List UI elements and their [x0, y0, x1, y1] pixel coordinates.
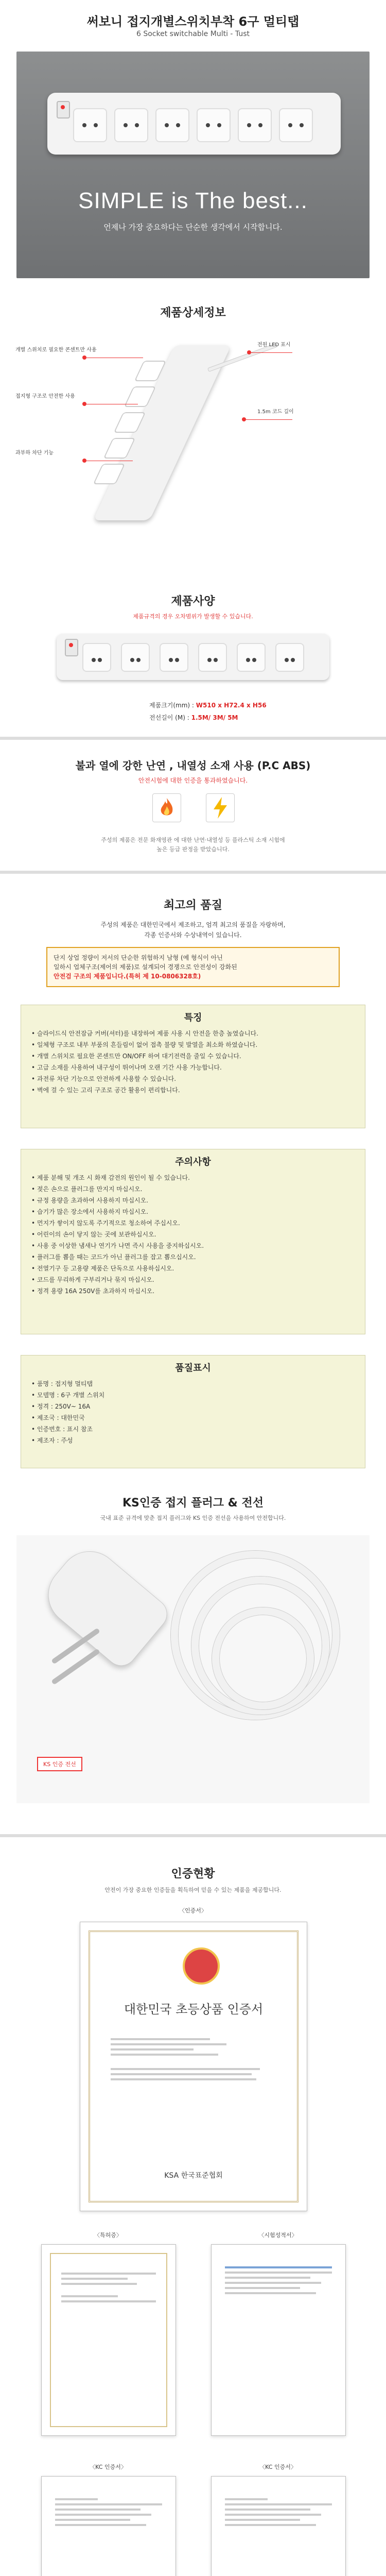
- detail-title: 제품상세정보: [160, 307, 226, 319]
- hero-banner: [16, 52, 370, 278]
- plug-tag: KS 인증 전선: [37, 1757, 82, 1771]
- list-item: • 코드를 무리하게 구부리거나 묶지 마십시오.: [31, 1276, 154, 1283]
- patent-notice: 단지 상업 정량이 저서의 단순한 위험하지 남형 (예 형식이 아닌 일하시 업체구조(제어의 제품)로 설계되어 경쟁으로 안전성이 강화된 안전검 구조의 제품입니다.(특허 제 10-0806328호): [46, 947, 340, 987]
- list-item: • 플러그를 뽑을 때는 코드가 아닌 플러그를 잡고 뽑으십시오.: [31, 1253, 196, 1261]
- certificate-kc: [41, 2476, 176, 2576]
- features-panel: [21, 1005, 365, 1128]
- certificate-main: [80, 1922, 307, 2211]
- outlet: [121, 643, 150, 672]
- power-strip-front-image: [57, 634, 329, 680]
- hero-slogan: SIMPLE is The best...: [78, 188, 308, 213]
- plug-subtitle: 국내 표준 규격에 맞춘 접지 플러그와 KS 인증 전선을 사용하여 안전합니다.: [100, 1515, 286, 1521]
- list-item: • 먼지가 쌓이지 않도록 주기적으로 청소하여 주십시오.: [31, 1219, 180, 1227]
- list-item: • 모델명 : 6구 개별 스위치: [31, 1392, 105, 1399]
- list-item: • 과전류 차단 기능으로 안전하게 사용할 수 있습니다.: [31, 1075, 177, 1082]
- certs-subtitle: 안전이 가장 중요한 인증들을 획득하여 믿을 수 있는 제품을 제공합니다.: [104, 1887, 282, 1893]
- seal-icon: [183, 1947, 220, 1985]
- certificate-org: KSA 한국표준협회: [164, 2172, 223, 2180]
- detail-callout: 개별 스위치로 필요한 콘센트만 사용: [15, 347, 97, 353]
- spec-cable: 전선길이 (M) : 1.5M/ 3M/ 5M: [149, 714, 238, 721]
- certificate-kc: [211, 2476, 346, 2576]
- list-item: • 정격 용량 16A 250V를 초과하지 마십시오.: [31, 1287, 155, 1295]
- plug-title: KS인증 접지 플러그 & 전선: [122, 1497, 264, 1510]
- material-subtitle: 안전시험에 대한 인증을 통과하였습니다.: [138, 777, 248, 784]
- lightning-icon: [206, 793, 235, 822]
- outlet: [238, 108, 272, 142]
- caution-panel: [21, 1149, 365, 1334]
- hero-note: 언제나 가장 중요하다는 단순한 생각에서 시작합니다.: [103, 223, 283, 232]
- list-item: • 일체형 구조로 내부 부품의 흔들림이 없어 접촉 불량 및 발열을 최소화 하였습니다.: [31, 1041, 258, 1048]
- outlet: [197, 108, 231, 142]
- list-item: • 제품 분해 및 개조 시 화재 감전의 원인이 될 수 있습니다.: [31, 1174, 190, 1181]
- labels-title: 품질표시: [175, 1363, 211, 1374]
- power-switch: [57, 101, 70, 118]
- material-title: 불과 열에 강한 난연 , 내열성 소재 사용 (P.C ABS): [75, 759, 311, 772]
- quality-labels-panel: [21, 1355, 365, 1468]
- certs-title: 인증현황: [171, 1868, 215, 1880]
- outlet: [198, 643, 227, 672]
- list-item: • 습기가 많은 장소에서 사용하지 마십시오.: [31, 1208, 149, 1215]
- caution-title: 주의사항: [175, 1157, 211, 1167]
- power-strip-image: [47, 93, 341, 155]
- detail-callout: 접지형 구조로 안전한 사용: [15, 394, 75, 399]
- cert-caption: 〈시험성적서〉: [258, 2232, 297, 2239]
- cert-caption: 〈특허증〉: [94, 2232, 122, 2239]
- plug-image: [16, 1535, 370, 1803]
- fire-icon: [152, 793, 181, 822]
- list-item: • 사용 중 이상한 냄새나 연기가 나면 즉시 사용을 중지하십시오.: [31, 1242, 204, 1249]
- list-item: • 제조국 : 대한민국: [31, 1414, 85, 1421]
- cert-caption: 〈KC 인증서〉: [259, 2464, 296, 2470]
- outlet: [275, 643, 304, 672]
- list-item: • 전열기구 등 고용량 제품은 단독으로 사용하십시오.: [31, 1265, 174, 1272]
- quality-text: 각종 인증서와 수상내역이 있습니다.: [144, 931, 242, 939]
- material-note: 높은 등급 판정을 받았습니다.: [156, 846, 230, 853]
- outlet: [160, 643, 188, 672]
- detail-callout: 과부하 차단 기능: [15, 450, 54, 456]
- outlet: [237, 643, 266, 672]
- list-item: • 품명 : 접지형 멀티탭: [31, 1380, 93, 1387]
- list-item: • 개별 스위치로 필요한 콘센트만 ON/OFF 하여 대기전력을 줄일 수 있습니다.: [31, 1053, 241, 1060]
- cert-caption: 〈인증서〉: [179, 1907, 207, 1914]
- power-switch: [65, 639, 78, 656]
- quality-text: 주성의 제품은 대한민국에서 제조하고, 엄격 최고의 품질을 자랑하며,: [100, 921, 286, 928]
- list-item: • 정격 : 250V~ 16A: [31, 1403, 91, 1410]
- list-item: • 어린이의 손이 닿지 않는 곳에 보관하십시오.: [31, 1231, 156, 1238]
- outlet: [82, 643, 111, 672]
- list-item: • 슬라이드식 안전잠금 커버(셔터)를 내장하여 제품 사용 시 안전을 한층 높였습니다.: [31, 1030, 258, 1037]
- list-item: • 고급 소재를 사용하여 내구성이 뛰어나며 오랜 기간 사용 가능합니다.: [31, 1064, 222, 1071]
- list-item: • 규정 용량을 초과하여 사용하지 마십시오.: [31, 1197, 149, 1204]
- outlet: [155, 108, 189, 142]
- detail-section: [0, 325, 386, 556]
- detail-callout: 전원 LED 표시: [257, 342, 291, 348]
- cert-caption: 〈KC 인증서〉: [90, 2464, 127, 2470]
- outlet: [279, 108, 313, 142]
- size-title: 제품사양: [171, 595, 215, 608]
- certificate-test-report: [211, 2244, 346, 2436]
- material-note: 주성의 제품은 전문 화재영관 에 대한 난연·내열성 등 플라스틱 소재 시험에: [101, 837, 285, 843]
- certificate-heading: 대한민국 초등상품 인증서: [124, 2002, 264, 2016]
- list-item: • 젖은 손으로 플러그를 만지지 마십시오.: [31, 1185, 143, 1193]
- page-subtitle: 6 Socket switchable Multi - Tust: [136, 30, 250, 38]
- certificate-patent: [41, 2244, 176, 2436]
- detail-callout: 1.5m 코드 길이: [257, 409, 294, 415]
- outlet: [73, 108, 107, 142]
- spec-size: 제품크기(mm) : W510 x H72.4 x H56: [149, 702, 267, 709]
- quality-title: 최고의 품질: [164, 899, 222, 912]
- size-note: 제품규격의 경우 오차범위가 발생할 수 있습니다.: [133, 613, 253, 620]
- list-item: • 벽에 걸 수 있는 고리 구조로 공간 활용이 편리합니다.: [31, 1087, 180, 1094]
- list-item: • 제조자 : 주성: [31, 1437, 73, 1444]
- power-strip-angled-image: [103, 345, 288, 520]
- page-title: 써보니 접지개별스위치부착 6구 멀티탭: [86, 14, 300, 29]
- list-item: • 인증번호 : 표시 참조: [31, 1426, 93, 1433]
- features-title: 특징: [184, 1012, 202, 1023]
- outlet: [114, 108, 148, 142]
